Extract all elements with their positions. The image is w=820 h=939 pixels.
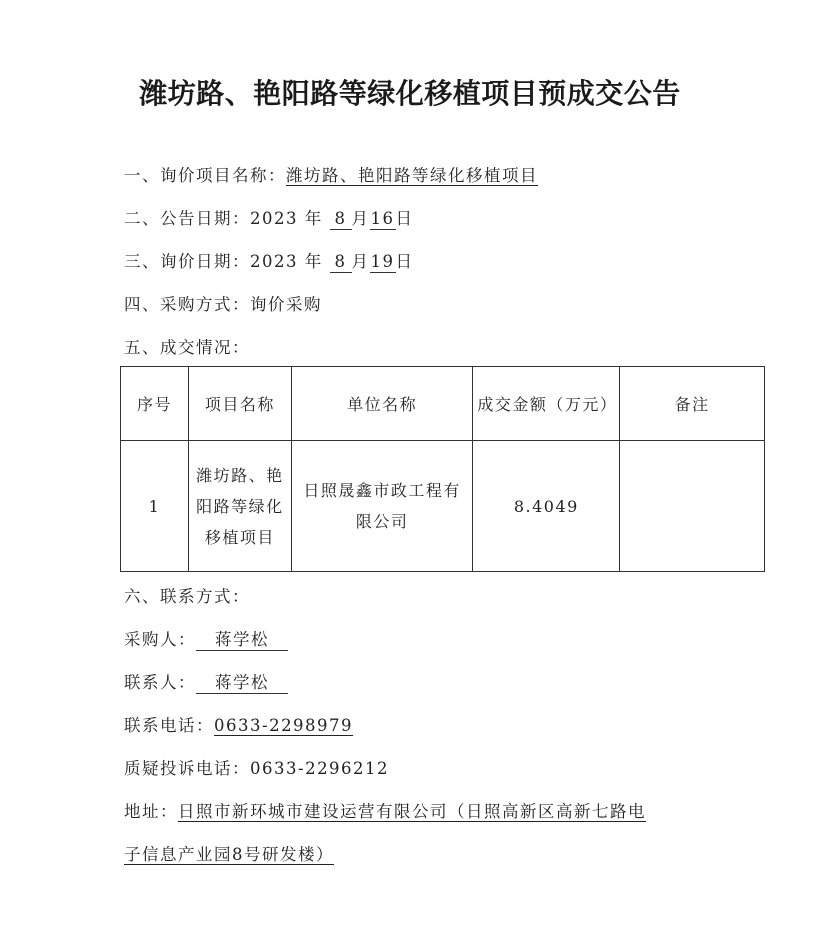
- inquiry-month: 8: [330, 252, 352, 273]
- cell-company: [291, 441, 473, 572]
- address-line: [124, 798, 646, 822]
- cell-project-line: 潍坊路、艳: [196, 465, 284, 485]
- cell-project: [188, 441, 291, 572]
- announce-month-unit: 月: [351, 209, 370, 228]
- inquiry-date-label: 三、询价日期：: [124, 252, 250, 271]
- buyer-line: [124, 626, 288, 651]
- inquiry-date-line: [124, 248, 414, 273]
- project-name-label: 一、询价项目名称：: [124, 166, 286, 185]
- announce-year: 2023: [250, 209, 298, 228]
- inquiry-year: 2023: [250, 252, 298, 271]
- phone-label: 联系电话：: [124, 716, 214, 735]
- address-value-line1: 日照市新环城市建设运营有限公司（日照高新区高新七路电: [178, 802, 646, 821]
- announce-month: 8: [330, 209, 352, 230]
- announce-date-line: [124, 205, 414, 230]
- result-heading: 五、成交情况：: [124, 338, 250, 357]
- inquiry-day-unit: 日: [395, 252, 414, 271]
- header-no: 序号: [121, 367, 189, 441]
- announce-date-label: 二、公告日期：: [124, 209, 250, 228]
- address-label: 地址：: [124, 802, 178, 821]
- procurement-method-value: 询价采购: [250, 295, 322, 314]
- cell-note: [620, 441, 765, 572]
- buyer-label: 采购人：: [124, 630, 196, 649]
- contact-person-name: 蒋学松: [196, 673, 288, 694]
- phone-line: [124, 712, 353, 736]
- procurement-method-line: [124, 291, 322, 315]
- header-amount: 成交金额（万元）: [473, 367, 620, 441]
- header-project: 项目名称: [188, 367, 291, 441]
- complaint-phone-number: 0633-2296212: [250, 759, 390, 778]
- header-company: 单位名称: [291, 367, 473, 441]
- complaint-phone-line: [124, 755, 389, 779]
- announce-day: 16: [370, 209, 395, 228]
- phone-number: 0633-2298979: [214, 716, 354, 735]
- announce-day-unit: 日: [395, 209, 414, 228]
- table-row: [121, 441, 765, 572]
- cell-project-line: 阳路等绿化: [196, 496, 284, 516]
- inquiry-year-unit: 年: [304, 252, 323, 271]
- header-note: 备注: [620, 367, 765, 441]
- cell-no: 1: [121, 441, 189, 572]
- cell-company-line: 日照晟鑫市政工程有: [303, 481, 461, 500]
- result-table: [120, 366, 765, 572]
- procurement-method-label: 四、采购方式：: [124, 295, 250, 314]
- cell-project-line: 移植项目: [204, 527, 275, 547]
- contact-heading: 六、联系方式：: [124, 587, 250, 606]
- inquiry-month-unit: 月: [351, 252, 370, 271]
- project-name-value: 潍坊路、艳阳路等绿化移植项目: [286, 166, 538, 185]
- announce-year-unit: 年: [304, 209, 323, 228]
- page-title: 潍坊路、艳阳路等绿化移植项目预成交公告: [139, 77, 681, 110]
- buyer-name: 蒋学松: [196, 630, 288, 651]
- cell-amount: 8.4049: [473, 441, 620, 572]
- contact-person-line: [124, 669, 288, 694]
- address-line-2: [124, 841, 334, 865]
- complaint-phone-label: 质疑投诉电话：: [124, 759, 250, 778]
- table-header-row: [121, 367, 765, 441]
- address-value-line2: 子信息产业园8号研发楼）: [124, 845, 334, 864]
- contact-person-label: 联系人：: [124, 673, 196, 692]
- cell-company-line: 限公司: [355, 512, 409, 531]
- inquiry-day: 19: [370, 252, 395, 271]
- project-name-line: [124, 162, 538, 186]
